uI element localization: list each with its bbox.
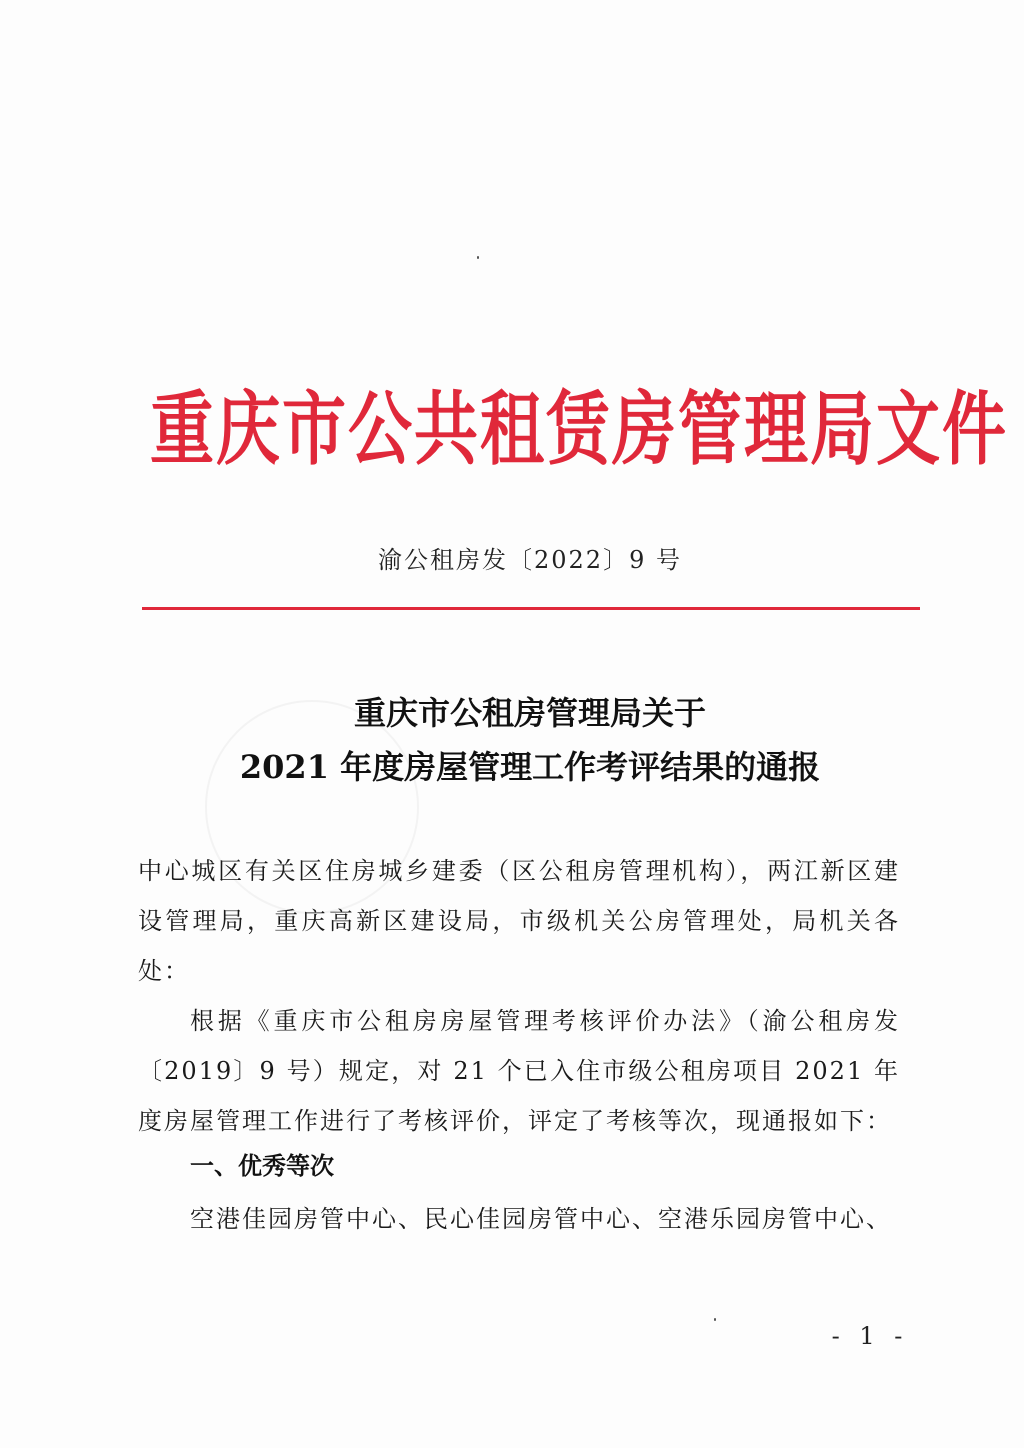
- section-heading-excellent: 一、优秀等次: [190, 1152, 334, 1180]
- excellent-list-paragraph: 空港佳园房管中心、民心佳园房管中心、空港乐园房管中心、: [190, 1205, 892, 1233]
- scan-speck: [714, 1318, 716, 1321]
- salutation-paragraph: 中心城区有关区住房城乡建委（区公租房管理机构），两江新区建设管理局，重庆高新区建设局，市级机关公房管理处，局机关各处：: [138, 857, 900, 985]
- notice-title: [140, 686, 920, 794]
- notice-title-line-2: 2021 年度房屋管理工作考评结果的通报: [239, 748, 821, 786]
- scan-speck: [477, 256, 479, 259]
- issuer-title: 重庆市公共租赁房管理局文件: [150, 384, 1008, 477]
- page-number: - 1 -: [831, 1322, 909, 1350]
- notice-title-line-1: 重庆市公租房管理局关于: [353, 694, 706, 732]
- intro-paragraph: 根据《重庆市公租房房屋管理考核评价办法》（渝公租房发〔2019〕9 号）规定，对 21 个已入住市级公租房项目 2021 年度房屋管理工作进行了考核评价，评定了考核等次，现通报如下：: [138, 1007, 900, 1135]
- red-divider-line: [142, 607, 920, 610]
- document-number: 渝公租房发〔2022〕9 号: [378, 546, 682, 574]
